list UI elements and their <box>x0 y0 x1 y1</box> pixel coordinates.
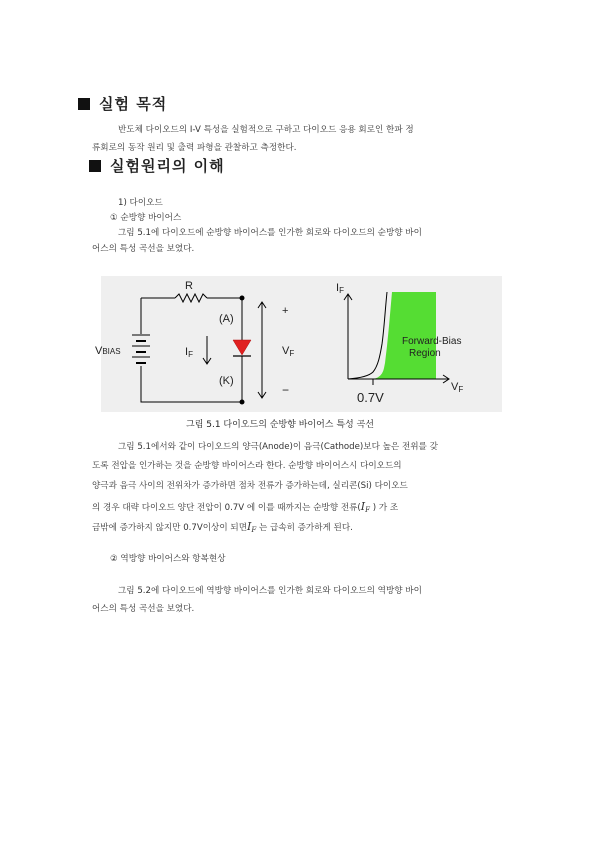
para2-line-4 <box>92 497 398 518</box>
iv-curve <box>348 292 387 379</box>
symbol-if: I <box>360 500 366 513</box>
para2-line-4-pre: 의 경우 대략 다이오드 양단 전압이 0.7V 에 이를 때까지는 순방향 전류( <box>92 503 361 513</box>
label-if-sub: F <box>188 350 193 359</box>
current-arrow-icon <box>203 336 211 364</box>
diode-icon <box>233 340 251 356</box>
graph-y-label <box>336 282 344 294</box>
para2-line-5-pre: 금밖에 증가하지 않지만 0.7V이상이 되면 <box>92 523 247 533</box>
junction-dot-top <box>240 296 245 301</box>
para2-line-1: 그림 5.1에서와 같이 다이오드의 양극(Anode)이 음극(Cathode)보다 높은 전위를 갖 <box>118 442 438 452</box>
graph-label-vf <box>451 381 463 394</box>
para3-line-2: 어스의 특성 곡선을 보였다. <box>92 604 195 614</box>
label-vbias <box>95 345 121 357</box>
region-label-line-2: Region <box>409 348 441 359</box>
region-label-line-1: Forward-Bias <box>402 336 462 347</box>
label-if <box>185 346 193 359</box>
label-vf-main: V <box>282 345 290 357</box>
label-vbias-sub: BIAS <box>102 347 121 356</box>
symbol-if: I <box>247 520 252 533</box>
label-cathode: (K) <box>219 375 234 387</box>
label-vf <box>282 345 294 358</box>
para3-line-1: 그림 5.2에 다이오드에 역방향 바이어스를 인가한 회로와 다이오드의 역방향 바이 <box>118 586 422 596</box>
graph-y-label-sub: F <box>339 286 344 295</box>
label-vbias-main: V <box>95 345 103 357</box>
para1-line-2: 어스의 특성 곡선을 보였다. <box>92 244 195 254</box>
figure-svg <box>95 276 502 412</box>
sub-forward-bias: ① 순방향 바이어스 <box>110 213 182 223</box>
label-r: R <box>185 280 193 292</box>
figure-caption: 그림 5.1 다이오드의 순방향 바이어스 특성 곡선 <box>186 420 374 430</box>
graph-label-vf-sub: F <box>458 385 464 394</box>
purpose-line-1: 반도체 다이오드의 I-V 특성을 실험적으로 구하고 다이오드 응용 회로인 한파 정 <box>118 125 414 135</box>
section-heading-principle: 실험원리의 이해 <box>89 155 225 176</box>
resistor-icon <box>175 294 207 302</box>
sub-reverse-bias: ② 역방향 바이어스와 항복현상 <box>110 554 226 564</box>
para2-line-2: 도록 전압을 인가하는 것을 순방향 바이어스라 한다. 순방향 바이어스시 다이오드의 <box>92 461 402 471</box>
figure-5-1 <box>95 276 502 412</box>
graph-y-label-main: I <box>336 282 340 294</box>
label-minus: − <box>282 383 290 397</box>
item-diode: 1) 다이오드 <box>118 198 163 208</box>
junction-dot-bottom <box>240 400 245 405</box>
label-vf-sub: F <box>289 349 295 358</box>
symbol-if-sub: F <box>251 526 257 534</box>
para2-line-4-post: ) 가 조 <box>370 503 399 513</box>
symbol-if-sub: F <box>365 506 371 514</box>
label-anode: (A) <box>219 313 234 325</box>
label-if-main: I <box>185 346 189 358</box>
graph-label-threshold: 0.7V <box>357 390 384 405</box>
purpose-line-2: 류회로의 동작 원리 및 출력 파형을 관찰하고 측정한다. <box>92 143 297 153</box>
graph-label-vf-main: V <box>451 381 459 393</box>
label-plus: + <box>282 305 289 317</box>
square-bullet-icon <box>78 98 90 110</box>
section-heading-purpose: 실험 목적 <box>78 93 167 114</box>
para2-line-5-post: 는 급속히 증가하게 된다. <box>256 523 353 533</box>
voltage-arrow-icon <box>258 302 266 398</box>
battery-icon <box>132 335 150 363</box>
square-bullet-icon <box>89 160 101 172</box>
para2-line-5 <box>92 517 353 538</box>
para1-line-1: 그림 5.1에 다이오드에 순방향 바이어스를 인가한 회로와 다이오드의 순방향 바이 <box>118 228 422 238</box>
para2-line-3: 양극과 음극 사이의 전위차가 증가하면 점차 전류가 증가하는데, 실리콘(Si) 다이오드 <box>92 481 408 491</box>
